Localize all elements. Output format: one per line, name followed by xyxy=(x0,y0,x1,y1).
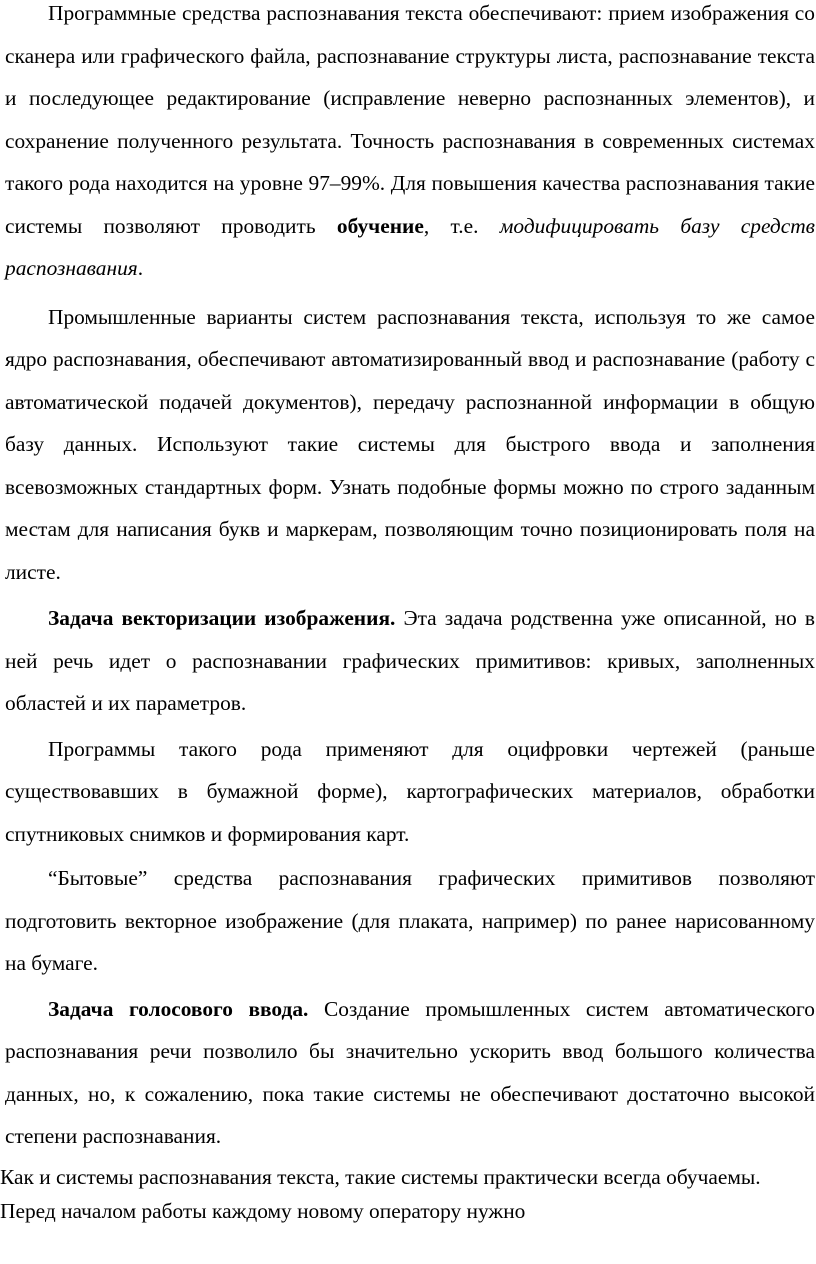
paragraph-7-text: Как и системы распознавания текста, такие системы практически всегда обучаемы. Перед началом работы каждому новому оператору нужно xyxy=(0,1164,761,1223)
paragraph-vectorization-programs xyxy=(5,728,815,856)
paragraph-1-text-b: , т.е. xyxy=(423,213,500,238)
paragraph-1-text-a: Программные средства распознавания текста обеспечивают: прием изображения со сканера или графического файла, распознавание структуры листа, распознавание текста и последующее редактирование (исправление неверно распознанных элементов), и сохранение полученного результата. Точность распознавания в современных системах такого рода находится на уровне 97–99%. Для повышения качества распознавания такие системы позволяют проводить xyxy=(5,1,815,238)
heading-voice-input: Задача голосового ввода. xyxy=(48,996,309,1021)
paragraph-6-text: Создание промышленных систем автоматического распознавания речи позволило бы значительно ускорить ввод большого количества данных, но, к сожалению, пока такие системы не обеспечивают достаточно высокой степени распознавания. xyxy=(5,996,815,1148)
paragraph-industrial-ocr xyxy=(5,296,815,594)
paragraph-vectorization-task xyxy=(5,597,815,725)
paragraph-4-text: Программы такого рода применяют для оцифровки чертежей (раньше существовавших в бумажной форме), картографических материалов, обработки спутниковых снимков и формирования карт. xyxy=(5,736,815,846)
paragraph-1-text-c: . xyxy=(137,256,144,280)
paragraph-3-text: Эта задача родственна уже описанной, но в ней речь идет о распознавании графических примитивов: кривых, заполненных областей и их параметров. xyxy=(5,606,816,715)
paragraph-trainable-systems xyxy=(0,1160,815,1228)
paragraph-voice-input-task xyxy=(5,988,815,1158)
paragraph-household-vectorization xyxy=(5,857,815,985)
paragraph-ocr-software xyxy=(5,0,815,290)
term-training: обучение xyxy=(336,213,424,238)
italic-definition: модифицировать базу средств распознавания xyxy=(5,213,815,280)
paragraph-5-text: “Бытовые” средства распознавания графических примитивов позволяют подготовить векторное изображение (для плаката, например) по ранее нарисованному на бумаге. xyxy=(5,866,815,975)
paragraph-2-text: Промышленные варианты систем распознавания текста, используя то же самое ядро распознавания, обеспечивают автоматизированный ввод и распознавание (работу с автоматической подачей документов), передачу распознанной информации в общую базу данных. Используют такие системы для быстрого ввода и заполнения всевозможных стандартных форм. Узнать подобные формы можно по строго заданным местам для написания букв и маркерам, позволяющим точно позиционировать поля на листе. xyxy=(5,304,815,584)
heading-vectorization: Задача векторизации изображения. xyxy=(48,606,396,630)
